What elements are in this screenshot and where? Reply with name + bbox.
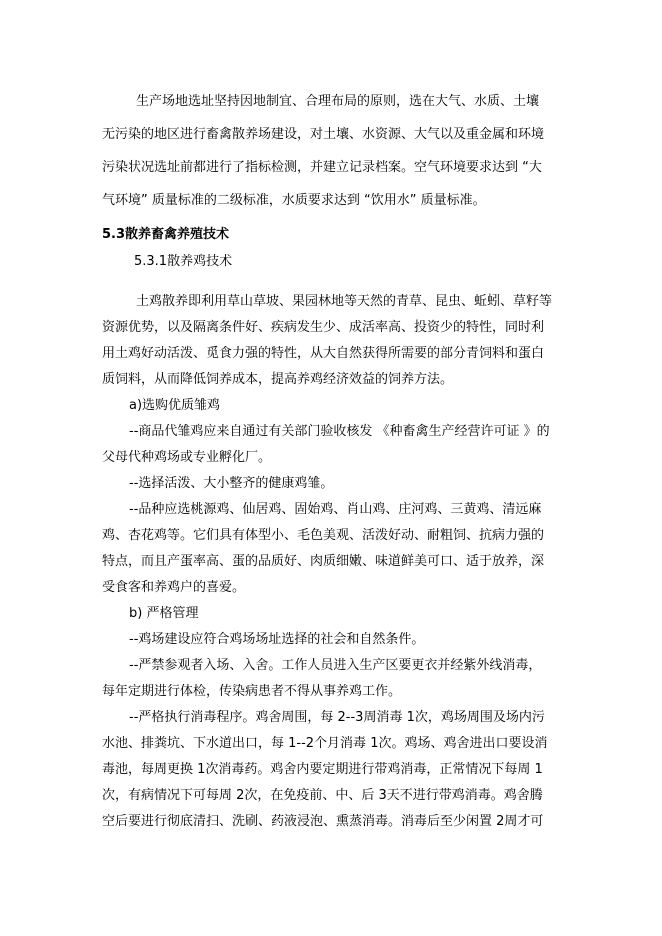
item-title: b) 严格管理 xyxy=(129,606,199,621)
paragraph-line: 无污染的地区进行畜禽散养场建设，对土壤、水资源、大气以及重金属和环境 xyxy=(102,127,545,142)
paragraph-line: 用土鸡好动活泼、觅食力强的特性，从大自然获得所需要的部分青饲料和蛋白 xyxy=(102,346,545,361)
paragraph-line: 污染状况选址前都进行了指标检测，并建立记录档案。空气环境要求达到 “大 xyxy=(102,160,542,175)
paragraph-line: 特点，而且产蛋率高、蛋的品质好、肉质细嫩、味道鲜美可口、适于放养，深 xyxy=(102,554,545,569)
paragraph-line: --严格执行消毒程序。鸡舍周围，每 2--3周消毒 1次，鸡场周围及场内污 xyxy=(129,710,545,725)
paragraph-line: 受食客和养鸡户的喜爱。 xyxy=(102,580,246,595)
paragraph-line: --严禁参观者入场、入舍。工作人员进入生产区要更衣并经紫外线消毒， xyxy=(129,658,542,673)
item-title: a)选购优质雏鸡 xyxy=(129,398,221,413)
paragraph-line: 次，有病情况下可每周 2次，在免疫前、中、后 3天不进行带鸡消毒。鸡舍腾 xyxy=(102,788,543,803)
paragraph-line: 质饲料，从而降低饲养成本，提高养鸡经济效益的饲养方法。 xyxy=(102,372,454,387)
paragraph-line: 鸡、杏花鸡等。它们具有体型小、毛色美观、活泼好动、耐粗饲、抗病力强的 xyxy=(102,528,545,543)
paragraph-line: 资源优势，以及隔离条件好、疾病发生少、成活率高、投资少的特性，同时利 xyxy=(102,320,545,335)
paragraph-line: --鸡场建设应符合鸡场场址选择的社会和自然条件。 xyxy=(129,632,425,647)
paragraph-line: 毒池，每周更换 1次消毒药。鸡舍内要定期进行带鸡消毒，正常情况下每周 1 xyxy=(102,762,543,777)
paragraph-line: --品种应选桃源鸡、仙居鸡、固始鸡、肖山鸡、庄河鸡、三黄鸡、清远麻 xyxy=(129,502,542,517)
paragraph-line: 土鸡散养即利用草山草坡、果园林地等天然的青草、昆虫、蚯蚓、草籽等 xyxy=(136,294,553,309)
paragraph-line: --选择活泼、大小整齐的健康鸡雏。 xyxy=(129,476,334,491)
paragraph-line: 水池、排粪坑、下水道出口，每 1--2个月消毒 1次。鸡场、鸡舍进出口要设消 xyxy=(102,736,548,751)
paragraph-line: 每年定期进行体检，传染病患者不得从事养鸡工作。 xyxy=(102,684,402,699)
section-heading: 5.3散养畜禽养殖技术 xyxy=(102,227,230,242)
paragraph-line: 父母代种鸡场或专业孵化厂。 xyxy=(102,450,272,465)
subsection-heading: 5.3.1散养鸡技术 xyxy=(134,254,233,269)
paragraph-line: 空后要进行彻底清扫、洗刷、药液浸泡、熏蒸消毒。消毒后至少闲置 2周才可 xyxy=(102,814,544,829)
paragraph-line: 生产场地选址坚持因地制宜、合理布局的原则，选在大气、水质、土壤 xyxy=(136,94,540,109)
paragraph-line: 气环境” 质量标准的二级标准，水质要求达到 “饮用水” 质量标准。 xyxy=(102,193,486,208)
paragraph-line: --商品代雏鸡应来自通过有关部门验收核发 《种畜禽生产经营许可证 》的 xyxy=(129,424,550,439)
